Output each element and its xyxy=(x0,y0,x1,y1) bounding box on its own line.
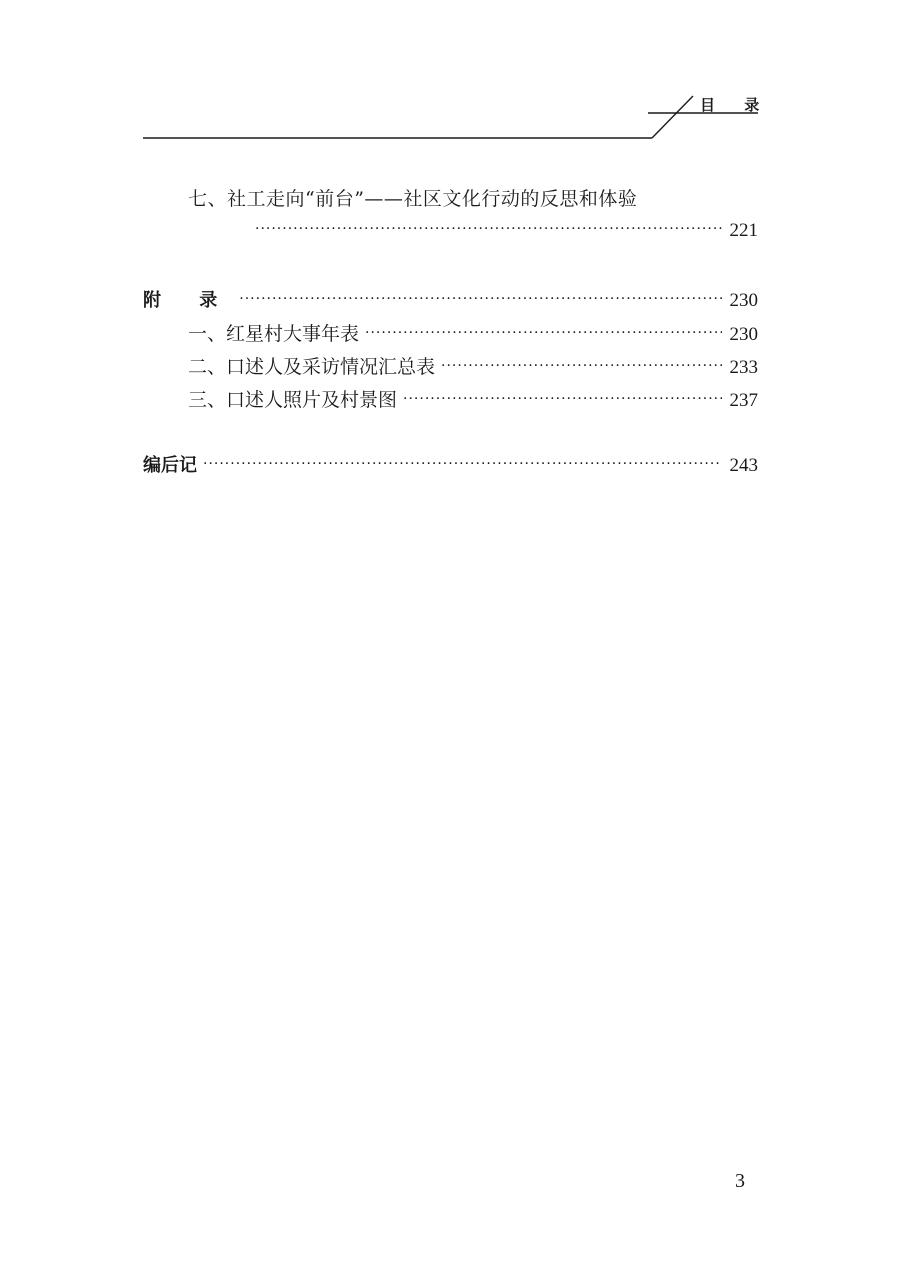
toc-entry-appendix-1-page: 230 xyxy=(729,324,758,345)
toc-entry-appendix[interactable] xyxy=(143,286,758,312)
dot-leader xyxy=(203,456,722,472)
toc-entry-appendix-2-title: 二、口述人及采访情况汇总表 xyxy=(188,356,436,378)
header-rule xyxy=(0,0,900,160)
toc-entry-appendix-title: 附 录 xyxy=(143,290,234,311)
toc-entry-appendix-2-page: 233 xyxy=(729,357,758,378)
toc-entry-appendix-1-title: 一、红星村大事年表 xyxy=(188,323,360,345)
toc-entry-afterword-page: 243 xyxy=(729,455,758,476)
dot-leader xyxy=(403,391,721,407)
toc-entry-appendix-3[interactable] xyxy=(188,385,758,412)
dot-leader xyxy=(239,291,721,307)
toc-entry-appendix-3-title: 三、口述人照片及村景图 xyxy=(188,389,398,411)
toc-entry-7-page: 221 xyxy=(729,220,758,241)
dot-leader xyxy=(365,325,721,341)
toc-entry-appendix-3-page: 237 xyxy=(729,390,758,411)
toc-entry-appendix-1[interactable] xyxy=(188,319,758,346)
dot-leader xyxy=(441,358,721,374)
toc-entry-afterword-title: 编后记 xyxy=(143,455,197,476)
toc-entry-appendix-2[interactable] xyxy=(188,352,758,379)
dot-leader xyxy=(255,221,722,237)
page-number: 3 xyxy=(735,1170,745,1192)
toc-entry-afterword[interactable] xyxy=(143,451,758,477)
running-header-title: 目 录 xyxy=(700,96,772,114)
toc-entry-7-title: 七、社工走向“前台”——社区文化行动的反思和体验 xyxy=(188,188,638,210)
toc-entry-7-leader[interactable] xyxy=(255,220,758,242)
toc-entry-appendix-page: 230 xyxy=(729,290,758,311)
